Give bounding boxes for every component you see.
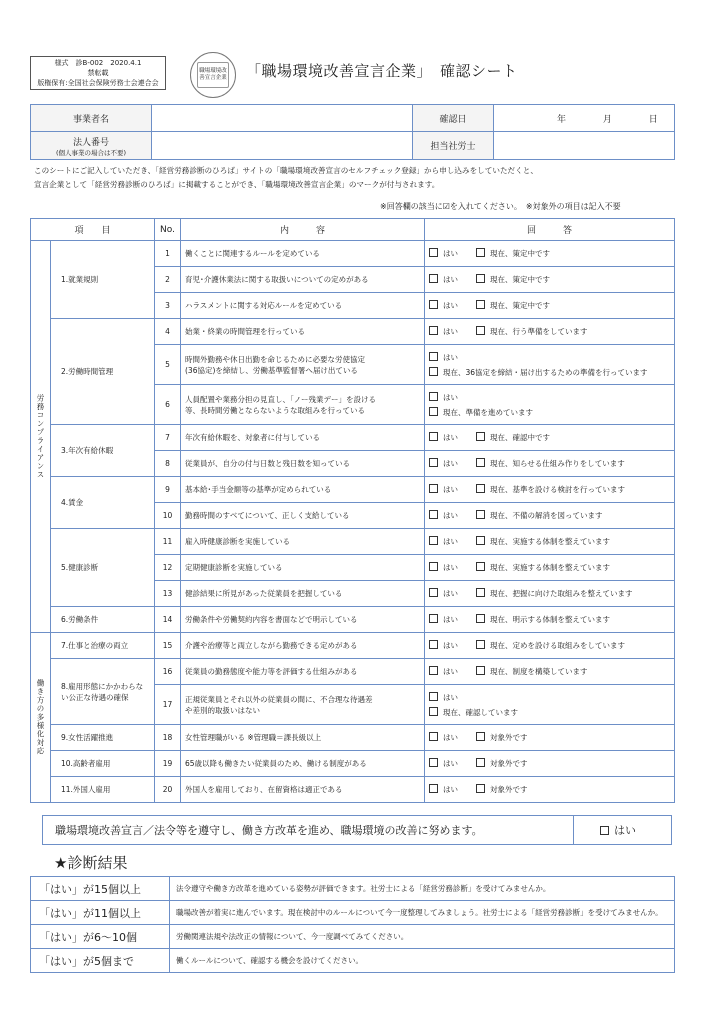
alt-checkbox[interactable]: [476, 484, 485, 493]
item-content: [181, 293, 425, 319]
category-c8-line2: い公正な待遇の確保: [61, 692, 129, 702]
declaration-checkbox[interactable]: [600, 826, 609, 835]
category-c4: 4.賃金: [51, 477, 155, 529]
alt-checkbox[interactable]: [476, 588, 485, 597]
category-c7: 7.仕事と治療の両立: [51, 633, 155, 659]
section-label-s2: 働き方の多様化対応: [31, 633, 51, 803]
item-answer: [425, 659, 675, 685]
item-content-line1: 従業員の勤務態度や能力等を評価する仕組みがある: [185, 667, 358, 676]
item-content: [181, 425, 425, 451]
info-table: [30, 104, 675, 160]
alt-label: 現在、把握に向けた取組みを整えています: [490, 589, 633, 598]
item-content-line2: (36協定)を締結し、労働基準監督署へ届け出ている: [185, 365, 358, 375]
alt-checkbox[interactable]: [476, 300, 485, 309]
col-header-item: 項 目: [31, 219, 155, 241]
sharoushi-label: 担当社労士: [413, 132, 494, 160]
yes-label: はい: [443, 537, 458, 546]
item-content-line1: 正規従業員とそれ以外の従業員の間に、不合理な待遇差: [185, 694, 373, 704]
item-answer: [425, 777, 675, 803]
item-answer: [425, 725, 675, 751]
yes-checkbox[interactable]: [429, 692, 438, 701]
yes-label: はい: [443, 352, 458, 362]
item-content: [181, 529, 425, 555]
declaration-yes-label: はい: [614, 824, 636, 837]
item-answer: [425, 685, 675, 725]
table-row: [31, 659, 675, 685]
declaration-seal-logo: [190, 52, 236, 98]
yes-label: はい: [443, 327, 458, 336]
check-table: [30, 218, 675, 803]
yes-checkbox[interactable]: [429, 640, 438, 649]
item-answer: [425, 633, 675, 659]
item-number: 6: [155, 385, 181, 425]
table-row: [31, 751, 675, 777]
yes-checkbox[interactable]: [429, 326, 438, 335]
item-content-line1: 始業・終業の時間管理を行っている: [185, 327, 305, 336]
check-rows: [31, 241, 675, 803]
yes-checkbox[interactable]: [429, 484, 438, 493]
item-number: 20: [155, 777, 181, 803]
result-row: [31, 877, 675, 901]
yes-checkbox[interactable]: [429, 352, 438, 361]
page-title: 「職場環境改善宣言企業」 確認シート: [246, 62, 518, 80]
col-header-content: 内 容: [181, 219, 425, 241]
yes-checkbox[interactable]: [429, 274, 438, 283]
col-header-answer: 回 答: [425, 219, 675, 241]
item-content-line2: や差別的取扱いはない: [185, 705, 260, 715]
table-row: [31, 607, 675, 633]
alt-label: 現在、策定中です: [490, 275, 550, 284]
item-number: 19: [155, 751, 181, 777]
item-answer: [425, 345, 675, 385]
item-content: [181, 607, 425, 633]
item-answer: [425, 385, 675, 425]
alt-label: 対象外です: [490, 785, 528, 794]
form-id-box: [30, 56, 166, 90]
col-header-no: No.: [155, 219, 181, 241]
item-content: [181, 685, 425, 725]
yes-checkbox[interactable]: [429, 614, 438, 623]
table-row: [31, 777, 675, 803]
category-c2: 2.労働時間管理: [51, 319, 155, 425]
declaration-text: 職場環境改善宣言／法令等を遵守し、働き方改革を進め、職場環境の改善に努めます。: [55, 824, 483, 837]
yes-checkbox[interactable]: [429, 300, 438, 309]
yes-label: はい: [443, 275, 458, 284]
yes-checkbox[interactable]: [429, 732, 438, 741]
corporate-number-sub: (個人事業の場合は不要): [55, 148, 127, 157]
item-content: [181, 725, 425, 751]
declaration-row: [42, 815, 672, 845]
item-content-line1: 年次有給休暇を、対象者に付与している: [185, 433, 320, 442]
check-date-field[interactable]: [494, 105, 675, 132]
alt-checkbox[interactable]: [429, 367, 438, 376]
result-message: 労働関連法規や法改正の情報について、今一度調べてみてください。: [170, 925, 675, 949]
item-answer: [425, 241, 675, 267]
day-label: 日: [648, 114, 658, 125]
corporate-number-field[interactable]: [152, 132, 413, 160]
yes-label: はい: [443, 785, 458, 794]
item-answer: [425, 293, 675, 319]
alt-checkbox[interactable]: [476, 784, 485, 793]
item-answer: [425, 751, 675, 777]
no-reprint-note: 禁転載: [87, 69, 109, 77]
form-code: 様式 診B-002 2020.4.1: [54, 59, 142, 67]
item-content-line1: 女性管理職がいる ※管理職＝課長級以上: [185, 733, 322, 742]
company-name-label: 事業者名: [31, 105, 152, 132]
yes-label: はい: [443, 249, 458, 258]
yes-label: はい: [443, 641, 458, 650]
table-row: [31, 241, 675, 267]
alt-checkbox[interactable]: [476, 432, 485, 441]
item-answer: [425, 319, 675, 345]
item-number: 9: [155, 477, 181, 503]
alt-checkbox[interactable]: [476, 758, 485, 767]
item-content-line1: 労働条件や労働契約内容を書面などで明示している: [185, 615, 358, 624]
alt-checkbox[interactable]: [476, 562, 485, 571]
alt-label: 現在、行う準備をしています: [490, 327, 588, 336]
item-content-line1: 健診結果に所見があった従業員を把握している: [185, 589, 343, 598]
category-c3: 3.年次有給休暇: [51, 425, 155, 477]
alt-checkbox[interactable]: [476, 640, 485, 649]
yes-checkbox[interactable]: [429, 758, 438, 767]
yes-checkbox[interactable]: [429, 248, 438, 257]
alt-label: 現在、基準を設ける検討を行っています: [490, 485, 625, 494]
item-content: [181, 633, 425, 659]
alt-checkbox[interactable]: [476, 614, 485, 623]
yes-label: はい: [443, 615, 458, 624]
seal-text: 職場環境改善宣言企業: [197, 62, 229, 88]
item-content-line1: ハラスメントに関する対応ルールを定めている: [185, 301, 343, 310]
yes-checkbox[interactable]: [429, 562, 438, 571]
item-content: [181, 659, 425, 685]
alt-label: 現在、準備を進めています: [443, 407, 533, 417]
alt-label: 現在、定めを設ける取組みをしています: [490, 641, 625, 650]
alt-label: 現在、実施する体制を整えています: [490, 537, 610, 546]
yes-label: はい: [443, 301, 458, 310]
result-row: [31, 949, 675, 973]
copyright-note: 版権保有:全国社会保険労務士会連合会: [37, 79, 159, 87]
item-content: [181, 477, 425, 503]
alt-checkbox[interactable]: [476, 458, 485, 467]
yes-label: はい: [443, 733, 458, 742]
company-name-field[interactable]: [152, 105, 413, 132]
yes-label: はい: [443, 392, 458, 402]
yes-label: はい: [443, 433, 458, 442]
result-row: [31, 901, 675, 925]
yes-checkbox[interactable]: [429, 784, 438, 793]
item-number: 14: [155, 607, 181, 633]
alt-checkbox[interactable]: [476, 510, 485, 519]
alt-label: 現在、制度を構築しています: [490, 667, 588, 676]
alt-checkbox[interactable]: [476, 536, 485, 545]
year-label: 年: [557, 114, 567, 125]
result-message: 働くルールについて、確認する機会を設けてください。: [170, 949, 675, 973]
item-number: 17: [155, 685, 181, 725]
alt-checkbox[interactable]: [476, 732, 485, 741]
alt-label: 現在、36協定を締結・届け出するための準備を行っています: [443, 367, 648, 377]
result-threshold: 「はい」が15個以上: [31, 877, 170, 901]
alt-checkbox[interactable]: [476, 248, 485, 257]
item-answer: [425, 503, 675, 529]
item-answer: [425, 607, 675, 633]
yes-checkbox[interactable]: [429, 392, 438, 401]
item-content-line1: 人員配置や業務分担の見直し、「ノー残業デー」を設ける: [185, 394, 377, 404]
item-content: [181, 385, 425, 425]
item-answer: [425, 477, 675, 503]
item-answer: [425, 555, 675, 581]
yes-label: はい: [443, 563, 458, 572]
yes-label: はい: [443, 511, 458, 520]
alt-label: 対象外です: [490, 759, 528, 768]
answer-note: ※回答欄の該当に☑を入れてください。 ※対象外の項目は記入不要: [380, 202, 621, 211]
item-content-line1: 時間外勤務や休日出勤を命じるために必要な労使協定: [185, 354, 365, 364]
alt-label: 対象外です: [490, 733, 528, 742]
item-number: 3: [155, 293, 181, 319]
item-content-line2: 等、長時間労働とならないような取組みを行っている: [185, 405, 365, 415]
category-c9: 9.女性活躍推進: [51, 725, 155, 751]
table-row: [31, 725, 675, 751]
item-answer: [425, 529, 675, 555]
result-message: 職場改善が着実に進んでいます。現在検討中のルールについて今一度整理してみましょう。社労士による「経営労務診断」を受けてみませんか。: [170, 901, 675, 925]
sharoushi-field[interactable]: [494, 132, 675, 160]
alt-checkbox[interactable]: [429, 707, 438, 716]
item-content-line1: 勤務時間のすべてについて、正しく支給している: [185, 511, 350, 520]
item-number: 11: [155, 529, 181, 555]
item-content: [181, 555, 425, 581]
table-row: [31, 319, 675, 345]
yes-label: はい: [443, 459, 458, 468]
yes-checkbox[interactable]: [429, 458, 438, 467]
alt-checkbox[interactable]: [429, 407, 438, 416]
item-number: 18: [155, 725, 181, 751]
alt-label: 現在、策定中です: [490, 249, 550, 258]
item-number: 13: [155, 581, 181, 607]
category-c11: 11.外国人雇用: [51, 777, 155, 803]
item-content: [181, 267, 425, 293]
section-label-s1: 労務コンプライアンス: [31, 241, 51, 633]
result-threshold: 「はい」が5個まで: [31, 949, 170, 973]
category-c5: 5.健康診断: [51, 529, 155, 607]
item-content-line1: 介護や治療等と両立しながら勤務できる定めがある: [185, 641, 358, 650]
result-threshold: 「はい」が6～10個: [31, 925, 170, 949]
alt-label: 現在、確認中です: [490, 433, 550, 442]
alt-label: 現在、知らせる仕組み作りをしています: [490, 459, 625, 468]
yes-checkbox[interactable]: [429, 432, 438, 441]
yes-label: はい: [443, 485, 458, 494]
item-content: [181, 319, 425, 345]
alt-checkbox[interactable]: [476, 326, 485, 335]
results-title: ★診断結果: [54, 854, 128, 872]
intro-text: [34, 164, 694, 192]
item-number: 12: [155, 555, 181, 581]
item-content-line1: 基本給･手当金額等の基準が定められている: [185, 485, 332, 494]
item-answer: [425, 425, 675, 451]
table-row: [31, 633, 675, 659]
intro-line-1: このシートにご記入していただき、「経営労務診断のひろば」サイトの「職場環境改善宣言のセルフチェック登録」から申し込みをしていただくと、: [34, 166, 538, 175]
item-content-line1: 働くことに関連するルールを定めている: [185, 249, 320, 258]
table-row: [31, 477, 675, 503]
result-message: 法令遵守や働き方改革を進めている姿勢が評価できます。社労士による「経営労務診断」を受けてみませんか。: [170, 877, 675, 901]
item-number: 10: [155, 503, 181, 529]
yes-checkbox[interactable]: [429, 510, 438, 519]
alt-checkbox[interactable]: [476, 666, 485, 675]
item-content-line1: 雇入時健康診断を実施している: [185, 537, 290, 546]
item-content: [181, 581, 425, 607]
corporate-number-text: 法人番号: [72, 137, 109, 148]
item-answer: [425, 267, 675, 293]
alt-checkbox[interactable]: [476, 274, 485, 283]
category-c10: 10.高齢者雇用: [51, 751, 155, 777]
item-number: 8: [155, 451, 181, 477]
item-number: 15: [155, 633, 181, 659]
item-content: [181, 751, 425, 777]
month-label: 月: [602, 114, 612, 125]
alt-label: 現在、策定中です: [490, 301, 550, 310]
item-content-line1: 定期健康診断を実施している: [185, 563, 283, 572]
alt-label: 現在、不備の解消を図っています: [490, 511, 603, 520]
item-content: [181, 503, 425, 529]
category-c8-line1: 8.雇用形態にかかわらな: [61, 681, 144, 691]
category-c6: 6.労働条件: [51, 607, 155, 633]
result-threshold: 「はい」が11個以上: [31, 901, 170, 925]
item-answer: [425, 581, 675, 607]
item-content: [181, 241, 425, 267]
category-c8: [51, 659, 155, 725]
results-table: [30, 876, 675, 973]
item-content-line1: 65歳以降も働きたい従業員のため、働ける制度がある: [185, 759, 367, 768]
yes-label: はい: [443, 692, 458, 702]
item-number: 1: [155, 241, 181, 267]
corporate-number-label: [31, 132, 152, 160]
yes-label: はい: [443, 667, 458, 676]
item-content: [181, 777, 425, 803]
alt-label: 現在、確認しています: [443, 707, 518, 717]
item-content: [181, 451, 425, 477]
yes-label: はい: [443, 759, 458, 768]
item-number: 5: [155, 345, 181, 385]
result-row: [31, 925, 675, 949]
category-c1: 1.就業規則: [51, 241, 155, 319]
alt-label: 現在、明示する体制を整えています: [490, 615, 610, 624]
yes-checkbox[interactable]: [429, 536, 438, 545]
item-number: 4: [155, 319, 181, 345]
item-content-line1: 外国人を雇用しており、在留資格は適正である: [185, 785, 343, 794]
table-row: [31, 529, 675, 555]
item-content-line1: 従業員が、自分の付与日数と残日数を知っている: [185, 459, 350, 468]
alt-label: 現在、実施する体制を整えています: [490, 563, 610, 572]
table-row: [31, 425, 675, 451]
intro-line-2: 宣言企業として「経営労務診断のひろば」に掲載することができ、「職場環境改善宣言企業」のマークが付与されます。: [34, 180, 440, 189]
item-number: 7: [155, 425, 181, 451]
yes-checkbox[interactable]: [429, 666, 438, 675]
yes-checkbox[interactable]: [429, 588, 438, 597]
yes-label: はい: [443, 589, 458, 598]
check-date-label: 確認日: [413, 105, 494, 132]
item-content-line1: 育児･介護休業法に関する取扱いについての定めがある: [185, 275, 369, 284]
item-number: 16: [155, 659, 181, 685]
item-answer: [425, 451, 675, 477]
item-content: [181, 345, 425, 385]
item-number: 2: [155, 267, 181, 293]
